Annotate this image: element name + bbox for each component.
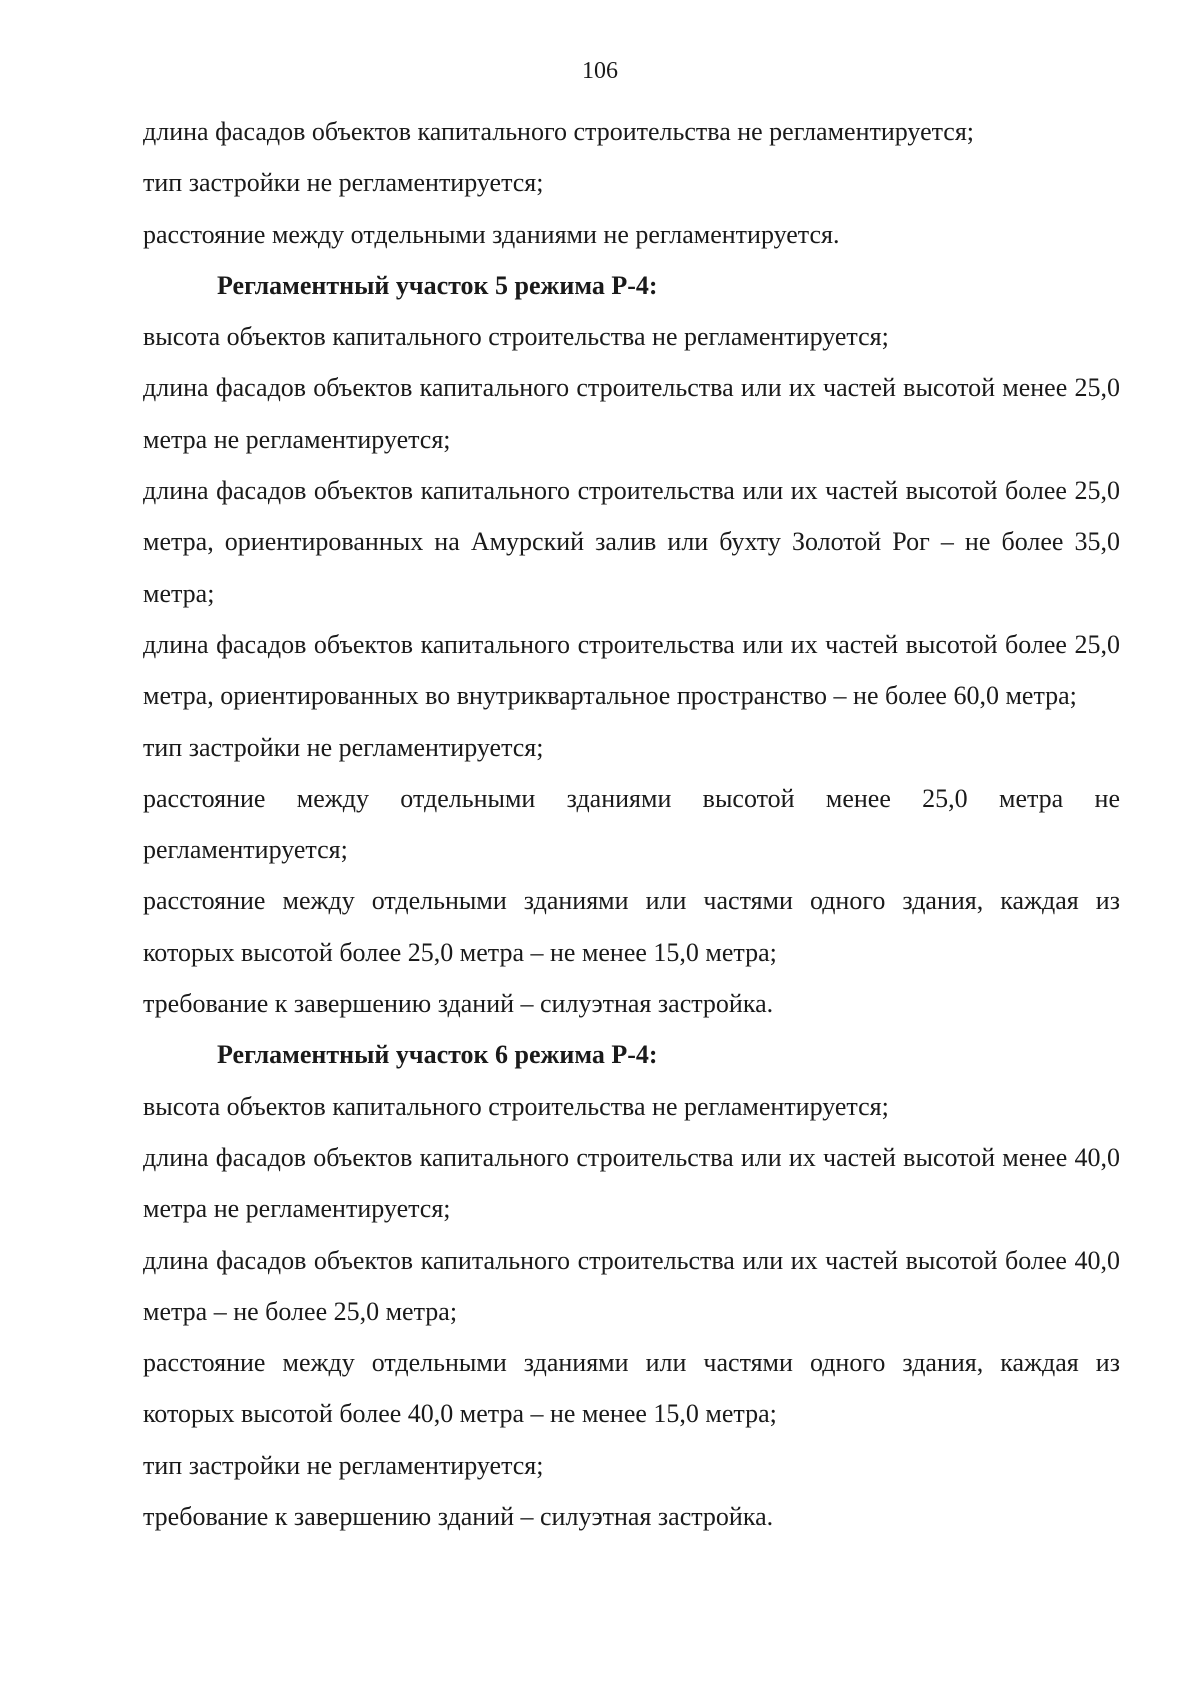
paragraph: расстояние между отдельными зданиями или частями одного здания, каждая из которых высотой более 40,0 метра – не менее 15,0 метра; [143,1348,1120,1429]
paragraph: расстояние между отдельными зданиями высотой менее 25,0 метра не регламентируется; [143,783,1120,865]
paragraph: длина фасадов объектов капитального строительства или их частей высотой более 25,0 метра, ориентированных на Амурский залив или бухту Золотой Рог – не более 35,0 метра; [143,476,1120,608]
paragraph: длина фасадов объектов капитального строительства или их частей высотой более 40,0 метра – не более 25,0 метра; [143,1245,1120,1326]
paragraph: длина фасадов объектов капитального строительства или их частей высотой более 25,0 метра, ориентированных во внутриквартальное пространство – не более 60,0 метра; [143,629,1120,711]
paragraph: расстояние между отдельными зданиями не регламентируется. [143,219,840,249]
section-heading: Регламентный участок 6 режима Р-4: [217,1040,658,1070]
document-body [143,106,1120,1542]
paragraph: длина фасадов объектов капитального строительства или их частей высотой менее 25,0 метра не регламентируется; [143,373,1120,454]
paragraph: длина фасадов объектов капитального строительства не регламентируется; [143,117,975,146]
paragraph: длина фасадов объектов капитального строительства или их частей высотой менее 40,0 метра не регламентируется; [143,1142,1120,1224]
section-heading: Регламентный участок 5 режима Р-4: [217,270,658,300]
page-number: 106 [582,58,618,84]
paragraph: требование к завершению зданий – силуэтная застройка. [143,989,774,1019]
paragraph: тип застройки не регламентируется; [143,732,544,762]
paragraph: высота объектов капитального строительства не регламентируется; [143,322,889,352]
paragraph: расстояние между отдельными зданиями или частями одного здания, каждая из которых высотой более 25,0 метра – не менее 15,0 метра; [143,886,1120,967]
paragraph: тип застройки не регламентируется; [143,168,544,198]
paragraph: тип застройки не регламентируется; [143,1450,544,1480]
paragraph: высота объектов капитального строительства не регламентируется; [143,1091,889,1121]
paragraph: требование к завершению зданий – силуэтная застройка. [143,1502,774,1532]
